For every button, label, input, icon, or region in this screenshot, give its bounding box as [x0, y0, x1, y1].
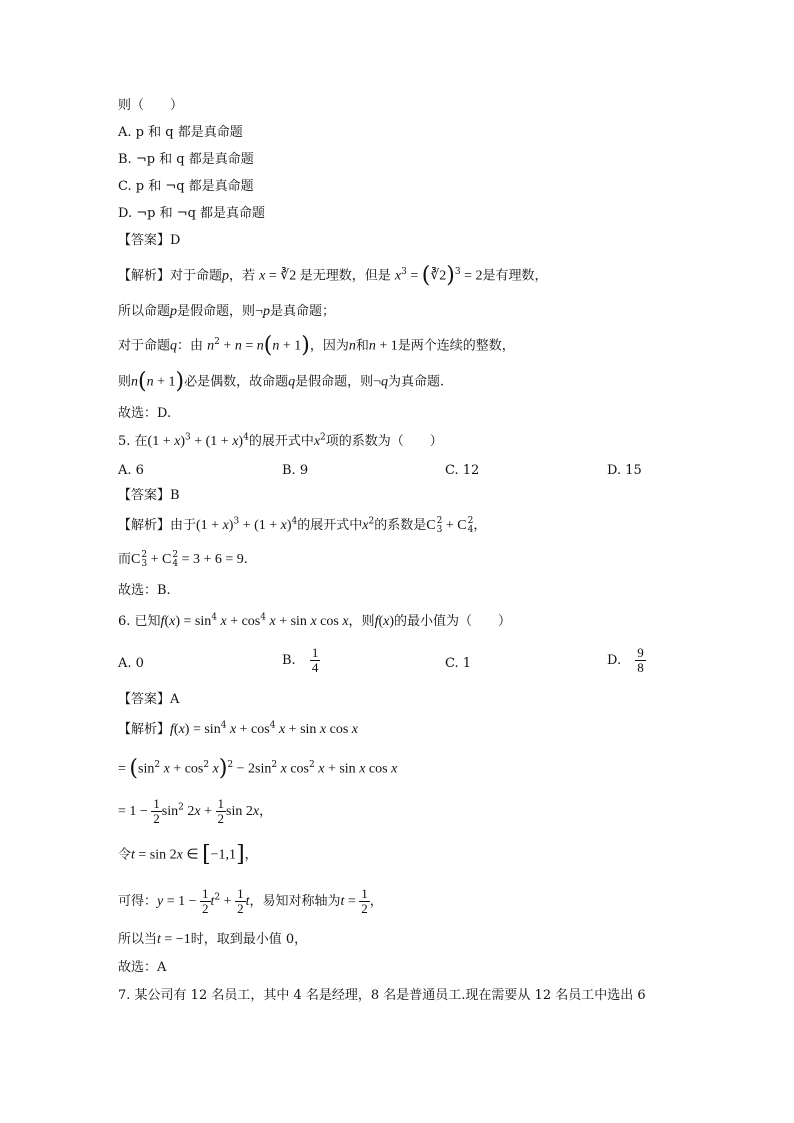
- option-c: C. p 和 ¬q 都是真命题: [118, 179, 254, 194]
- q6-option-b: B. $\frac{1}{4}$: [282, 645, 319, 675]
- analysis-4-line-2: 所以命题p是假命题，则¬p是真命题；: [118, 304, 335, 319]
- question-5: 5. 在$(1 + x)^3 + (1 + x)^4$的展开式中$x^2$项的系数为（ ）: [118, 432, 443, 449]
- q5-option-a: A. 6: [118, 463, 144, 478]
- analysis-6-line-3: = 1 − $\frac{1}{2}$ $\sin^2 2x$ + $\frac{1}{2}$ sin 2x，: [118, 796, 273, 826]
- question-4-stem-end: 则（ ）: [118, 98, 184, 113]
- analysis-5-line-1: 【解析】由于$(1 + x)^3 + (1 + x)^4$的展开式中$x^2$的系数是C 2 3 + C 2 4 ，: [118, 515, 487, 535]
- q6-option-a: A. 0: [118, 656, 144, 671]
- q5-option-c: C. 12: [445, 463, 480, 478]
- question-6: 6. 已知$f(x) = \sin^4 x + \cos^4 x + \sin x$ cos x，则f(x)的最小值为（ ）: [118, 612, 512, 629]
- choose-5: 故选：B.: [118, 583, 171, 598]
- option-b: B. ¬p 和 q 都是真命题: [118, 152, 254, 167]
- q6-option-d: D. $\frac{9}{8}$: [607, 645, 644, 675]
- analysis-6-line-2: = ($\sin^2$ $x + \cos^2 x)^2 - 2\sin^2$ x $\cos^2 x + \sin x$ cos x: [118, 756, 398, 781]
- answer-6: 【答案】A: [118, 692, 180, 707]
- choose-6: 故选：A: [118, 960, 167, 975]
- analysis-6-line-1: 【解析】$f(x) = \sin^4 x + \cos^4 x + \sin x$ cos x: [118, 720, 359, 737]
- analysis-5-line-2: 而C 2 3 + C 2 4 = 3 + 6 = 9.: [118, 549, 248, 569]
- analysis-4-line-3: 对于命题q：由 $n^2 + n = n(n + 1)$，因为n和n + 1是两个连续的整数，: [118, 333, 515, 358]
- analysis-6-line-4: 令t = sin 2x ∈ [−1,1]，: [118, 842, 258, 867]
- answer-4: 【答案】D: [118, 233, 181, 248]
- q5-option-b: B. 9: [282, 463, 309, 478]
- q6-option-c: C. 1: [445, 656, 472, 671]
- q5-option-d: D. 15: [607, 463, 642, 478]
- answer-5: 【答案】B: [118, 488, 180, 503]
- option-a: A. p 和 q 都是真命题: [118, 125, 243, 140]
- analysis-6-line-6: 所以当t = −1时，取到最小值 0，: [118, 932, 308, 947]
- choose-4: 故选：D.: [118, 406, 172, 421]
- option-d: D. ¬p 和 ¬q 都是真命题: [118, 206, 266, 221]
- analysis-4-line-4: 则n(n + 1)必是偶数，故命题q是假命题，则¬q为真命题.: [118, 369, 445, 394]
- analysis-4-line-1: 【解析】对于命题p，若 x = ∛2 是无理数，但是 $x^3$ = (∛2)$^3$ = 2是有理数，: [118, 263, 548, 288]
- question-7: 7. 某公司有 12 名员工，其中 4 名是经理，8 名是普通员工.现在需要从 12 名员工中选出 6: [118, 988, 646, 1003]
- analysis-6-line-5: 可得：y = 1 − $\frac{1}{2}$ $t^2$ + $\frac{1}{2}$ t，易知对称轴为t = $\frac{1}{2}$ ，: [118, 886, 383, 916]
